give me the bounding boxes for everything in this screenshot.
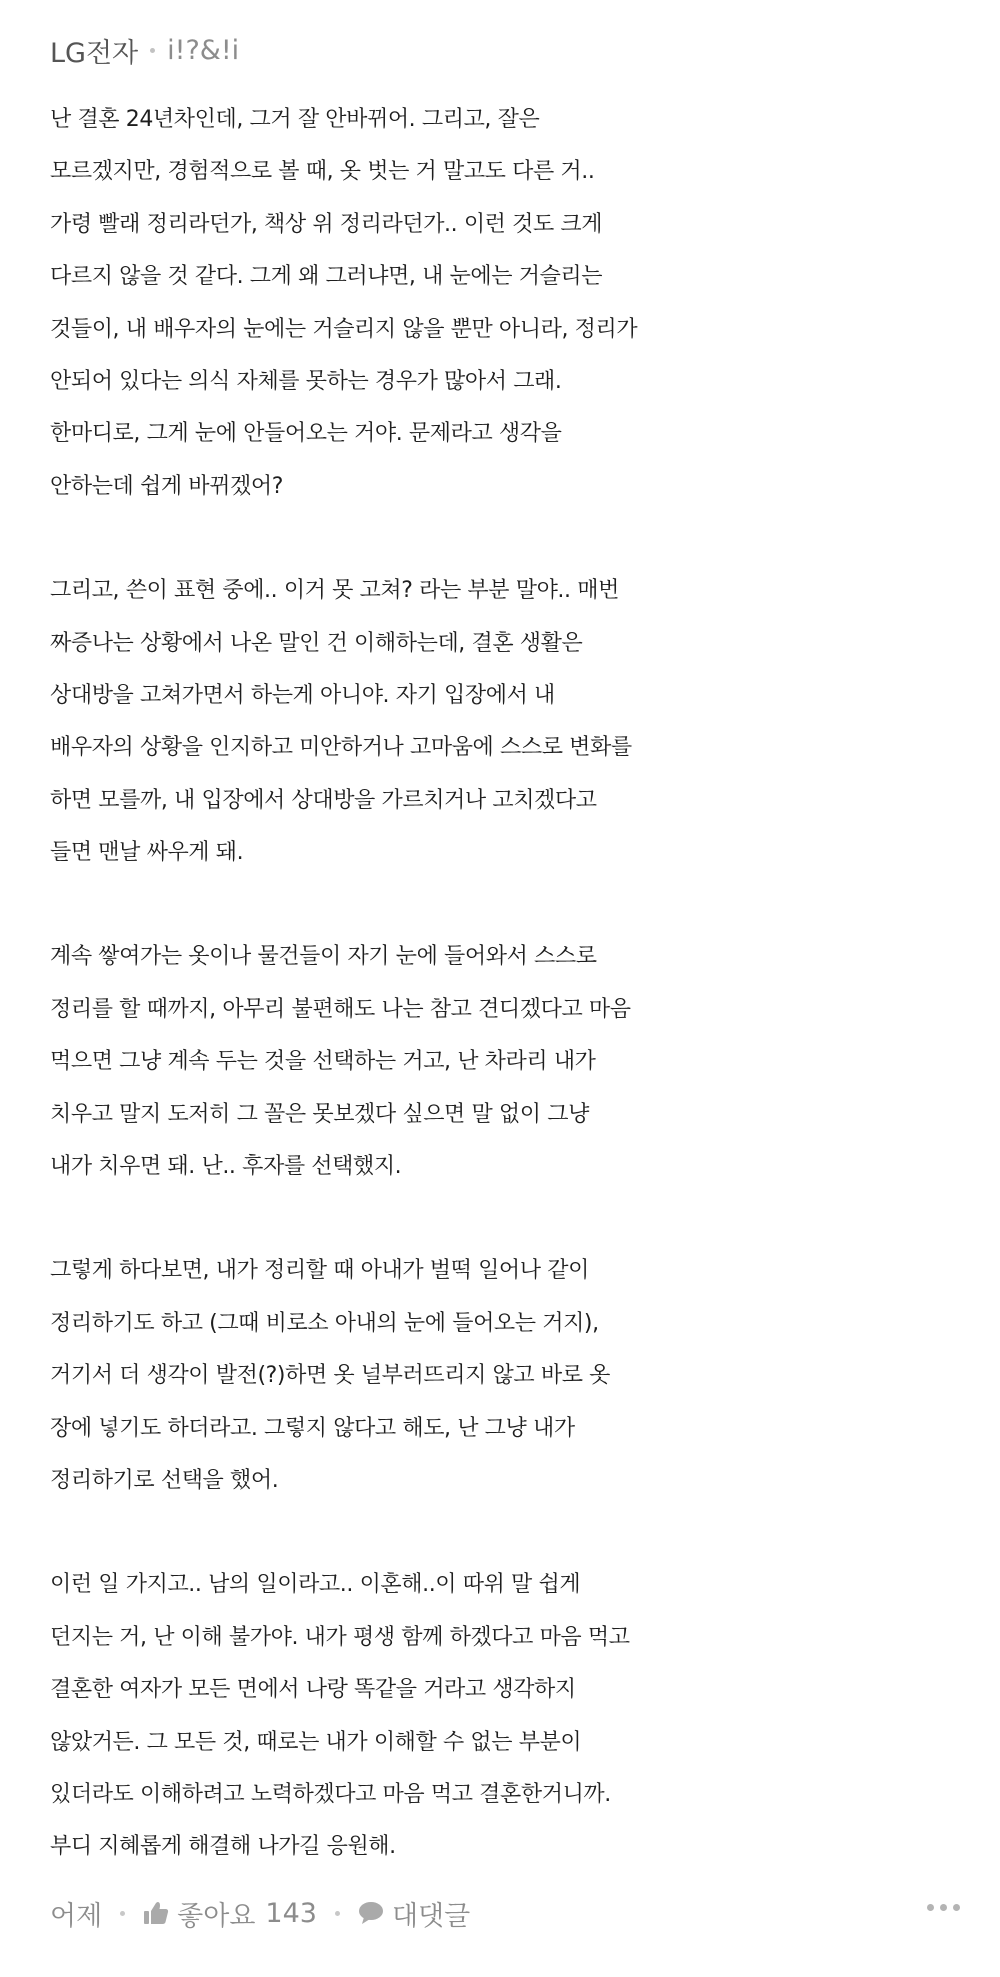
comment-line: 짜증나는 상황에서 나온 말인 건 이해하는데, 결혼 생활은 (50, 630, 583, 656)
comment-line: 상대방을 고쳐가면서 하는게 아니야. 자기 입장에서 내 (50, 682, 555, 708)
comment-line: 가령 빨래 정리라던가, 책상 위 정리라던가.. 이런 것도 크게 (50, 211, 603, 237)
comment-line: 정리를 할 때까지, 아무리 불편해도 나는 참고 견디겠다고 마음 (50, 996, 631, 1022)
comment-header (50, 30, 239, 70)
comment-body (50, 94, 980, 1926)
comment-line: 그렇게 하다보면, 내가 정리할 때 아내가 벌떡 일어나 같이 (50, 1258, 589, 1284)
dot (927, 1904, 934, 1911)
comment-line: 던지는 거, 난 이해 불가야. 내가 평생 함께 하겠다고 마음 먹고 (50, 1624, 630, 1650)
comment-line: 내가 치우면 돼. 난.. 후자를 선택했지. (50, 1154, 402, 1180)
more-dots-icon[interactable] (927, 1904, 960, 1911)
comment-line: 이런 일 가지고.. 남의 일이라고.. 이혼해..이 따위 말 쉽게 (50, 1572, 581, 1598)
comment-line: 않았거든. 그 모든 것, 때로는 내가 이해할 수 없는 부분이 (50, 1729, 582, 1755)
comment-line: 배우자의 상황을 인지하고 미안하거나 고마움에 스스로 변화를 (50, 735, 632, 761)
comment-line: 모르겠지만, 경험적으로 볼 때, 옷 벗는 거 말고도 다른 거.. (50, 159, 595, 185)
comment-paragraph (50, 565, 980, 879)
comment-line: 하면 모를까, 내 입장에서 상대방을 가르치거나 고치겠다고 (50, 787, 597, 813)
speech-bubble-icon (358, 1901, 384, 1925)
thumbs-up-icon (143, 1901, 169, 1925)
dot (953, 1904, 960, 1911)
reply-label: 대댓글 (391, 1900, 471, 1932)
comment-line: 그리고, 쓴이 표현 중에.. 이거 못 고쳐? 라는 부분 말야.. 매번 (50, 578, 619, 604)
like-button[interactable] (143, 1894, 317, 1933)
comment-line: 안되어 있다는 의식 자체를 못하는 경우가 많아서 그래. (50, 368, 562, 394)
comment-line: 계속 쌓여가는 옷이나 물건들이 자기 눈에 들어와서 스스로 (50, 944, 597, 970)
like-label: 좋아요 (177, 1900, 256, 1932)
comment-line: 안하는데 쉽게 바뀌겠어? (50, 473, 283, 499)
comment-line: 정리하기로 선택을 했어. (50, 1467, 279, 1493)
separator-dot (150, 48, 155, 53)
comment-line: 난 결혼 24년차인데, 그거 잘 안바뀌어. 그리고, 잘은 (50, 107, 540, 132)
like-count: 143 (265, 1897, 317, 1929)
dot (940, 1904, 947, 1911)
comment-paragraph (50, 931, 980, 1193)
username[interactable]: i!?&!i (167, 34, 240, 66)
comment-line: 치우고 말지 도저히 그 꼴은 못보겠다 싶으면 말 없이 그냥 (50, 1101, 589, 1127)
comment-footer (50, 1890, 960, 1936)
author-name[interactable]: LG전자 (50, 37, 139, 69)
comment-line: 있더라도 이해하려고 노력하겠다고 마음 먹고 결혼한거니까. (50, 1781, 611, 1807)
comment-line: 정리하기도 하고 (그때 비로소 아내의 눈에 들어오는 거지), (50, 1310, 599, 1336)
comment-line: 부디 지혜롭게 해결해 나가길 응원해. (50, 1834, 396, 1860)
comment-line: 것들이, 내 배우자의 눈에는 거슬리지 않을 뿐만 아니라, 정리가 (50, 316, 638, 342)
comment-line: 결혼한 여자가 모든 면에서 나랑 똑같을 거라고 생각하지 (50, 1677, 576, 1703)
comment-paragraph (50, 1559, 980, 1873)
comment-line: 먹으면 그냥 계속 두는 것을 선택하는 거고, 난 차라리 내가 (50, 1049, 596, 1075)
comment-paragraph (50, 1245, 980, 1507)
separator-dot (335, 1911, 340, 1916)
comment-line: 거기서 더 생각이 발전(?)하면 옷 널부러뜨리지 않고 바로 옷 (50, 1363, 610, 1389)
comment-line: 다르지 않을 것 같다. 그게 왜 그러냐면, 내 눈에는 거슬리는 (50, 264, 603, 290)
separator-dot (120, 1911, 125, 1916)
comment-line: 장에 넣기도 하더라고. 그렇지 않다고 해도, 난 그냥 내가 (50, 1415, 575, 1441)
comment-paragraph (50, 94, 980, 513)
comment-line: 들면 맨날 싸우게 돼. (50, 840, 244, 866)
reply-button[interactable] (358, 1894, 470, 1933)
comment-time: 어제 (50, 1900, 103, 1932)
comment-line: 한마디로, 그게 눈에 안들어오는 거야. 문제라고 생각을 (50, 421, 562, 447)
